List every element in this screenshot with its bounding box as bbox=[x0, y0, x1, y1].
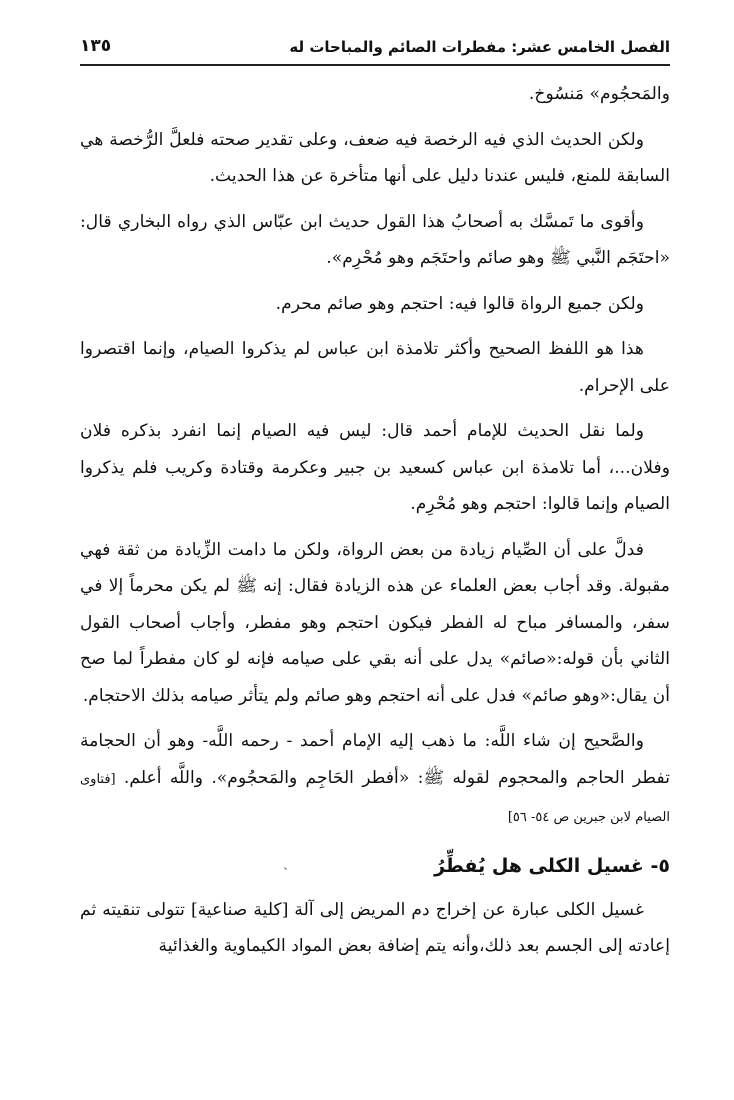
paragraph: وأقوى ما تَمسَّك به أصحابُ هذا القول حديث ابن عبّاس الذي رواه البخاري قال: «احتَجَم النَّبي ﷺ وهو صائم واحتَجَم وهو مُحْرِم». bbox=[80, 211, 670, 268]
conclusion-text: والصَّحيح إن شاء اللَّه: ما ذهب إليه الإمام أحمد - رحمه اللَّه- وهو أن الحجامة تفطر الحاجم والمحجوم لقوله ﷺ: «أفطر الحَاجِم والمَحجُوم». واللَّه أعلم. bbox=[80, 731, 671, 788]
section-paragraph: غسيل الكلى عبارة عن إخراج دم المريض إلى آلة [كلية صناعية] تتولى تنقيته ثم إعادته إلى الجسم بعد ذلك،وأنه يتم إضافة بعض المواد الكيماوية والغذائية bbox=[80, 899, 670, 956]
section-heading: ٥- غسيل الكلى هل يُفطِّرُ bbox=[434, 854, 670, 877]
paragraph: والمَحجُوم» مَنسُوخ. bbox=[528, 84, 670, 104]
paragraph: فدلَّ على أن الصِّيام زيادة من بعض الرواة، ولكن ما دامت الزِّيادة من ثقة فهي مقبولة. وقد أجاب بعض العلماء عن هذه الزيادة فقال: إنه ﷺ لم يكن محرماً إلا في سفر، والمسافر مباح له الفطر فيكون احتجم وهو مفطر، وأجاب أصحاب القول الثاني بأن قوله:«صائم» يدل على أنه بقي على صيامه فإنه لو كان مفطراً لما صح أن يقال:«وهو صائم» فدل على أنه احتجم وهو صائم ولم يتأثر صيامه بذلك الاحتجام. bbox=[80, 539, 670, 706]
paragraph: هذا هو اللفظ الصحيح وأكثر تلامذة ابن عباس لم يذكروا الصيام، وإنما اقتصروا على الإحرام. bbox=[80, 339, 670, 396]
paragraph: ولكن جميع الرواة قالوا فيه: احتجم وهو صائم محرم. bbox=[275, 293, 644, 314]
body-text bbox=[80, 76, 670, 974]
page-number: ١٣٥ bbox=[80, 36, 112, 56]
paragraph: ولما نقل الحديث للإمام أحمد قال: ليس فيه الصيام إنما انفرد بذكره فلان وفلان...، أما تلامذة ابن عباس كسعيد بن جبير وعكرمة وقتادة وكريب فلم يذكروا الصيام وإنما قالوا: احتجم وهو مُحْرِم. bbox=[80, 421, 670, 514]
paragraph: ولكن الحديث الذي فيه الرخصة فيه ضعف، وعلى تقدير صحته فلعلَّ الرُّخصة هي السابقة للمنع، فليس عندنا دليل على أنها متأخرة عن هذا الحديث. bbox=[80, 129, 670, 186]
running-header bbox=[80, 34, 670, 66]
chapter-title: الفصل الخامس عشر: مفطرات الصائم والمباحات له bbox=[289, 38, 670, 56]
conclusion-paragraph bbox=[80, 723, 670, 837]
citation: [فتاوى الصيام لابن جبرين ص ٥٤- ٥٦] bbox=[80, 771, 670, 825]
